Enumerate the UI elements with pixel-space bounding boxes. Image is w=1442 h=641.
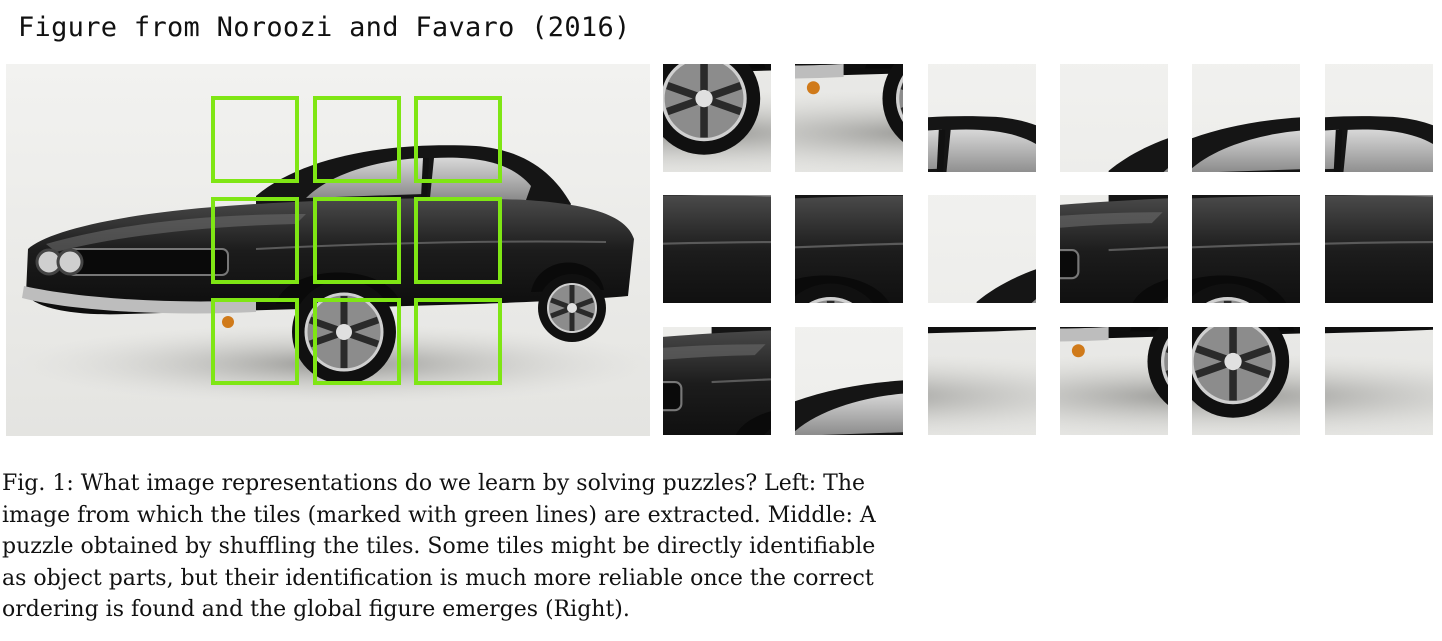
puzzle-tile [795,327,903,435]
puzzle-tile [663,327,771,435]
puzzle-tile [1192,64,1300,172]
puzzle-tile [663,195,771,303]
caption-line: as object parts, but their identification is much more reliable once the correct [2,565,874,591]
puzzle-tile [1060,64,1168,172]
figure-caption [2,468,924,626]
puzzle-tile [928,64,1036,172]
puzzle-tile [1325,64,1433,172]
puzzle-tile [928,327,1036,435]
puzzle-tile [928,195,1036,303]
puzzle-tile [795,64,903,172]
puzzle-tile [1060,327,1168,435]
figure-title: Figure from Noroozi and Favaro (2016) [18,12,631,43]
puzzle-tile [663,64,771,172]
original-car-image [6,64,650,436]
puzzle-tile [1192,327,1300,435]
caption-line: image from which the tiles (marked with green lines) are extracted. Middle: A [2,502,876,528]
puzzle-tile [1192,195,1300,303]
puzzle-tile [1325,195,1433,303]
caption-line: Fig. 1: What image representations do we learn by solving puzzles? Left: The [2,471,866,496]
caption-line: ordering is found and the global figure emerges (Right). [2,597,630,622]
caption-line: puzzle obtained by shuffling the tiles. Some tiles might be directly identifiable [2,534,876,559]
puzzle-tile [1325,327,1433,435]
puzzle-tile [1060,195,1168,303]
puzzle-tile [795,195,903,303]
